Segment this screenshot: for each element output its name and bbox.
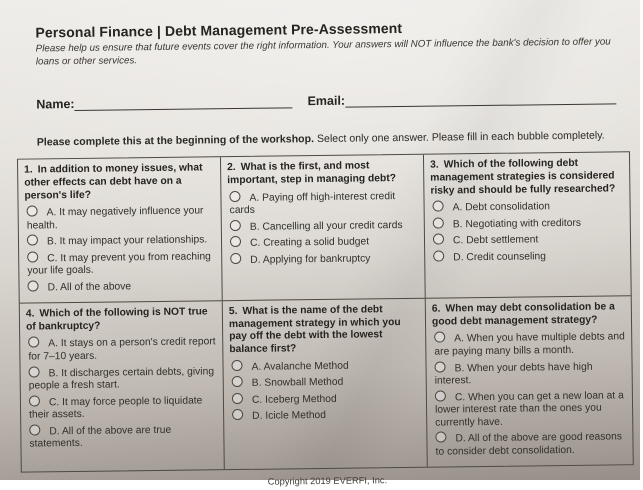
- instructions-bold: Please complete this at the beginning of the workshop.: [36, 133, 315, 149]
- answer-bubble-icon[interactable]: [433, 201, 444, 212]
- answer-bubble-icon[interactable]: [230, 220, 241, 231]
- answer-label: D. Applying for bankruptcy: [250, 253, 371, 266]
- answer-bubble-icon[interactable]: [27, 206, 38, 217]
- copyright-text: Copyright 2019 EVERFI, Inc.: [267, 475, 388, 488]
- question-text: When may debt consolidation be a good debt management strategy?: [431, 301, 615, 328]
- question-cell-2: [221, 155, 426, 301]
- question-number: 3.: [430, 160, 439, 172]
- email-label: Email:: [307, 94, 346, 109]
- question-text: What is the first, and most important, step in managing debt?: [227, 160, 397, 187]
- answer-bubble-icon[interactable]: [435, 432, 446, 443]
- instructions-line: [37, 130, 629, 149]
- answer-label: B. Cancelling all your credit cards: [249, 219, 403, 233]
- name-label: Name:: [36, 97, 75, 112]
- answer-option[interactable]: [231, 357, 419, 374]
- answer-option[interactable]: [229, 188, 417, 217]
- answer-bubble-icon[interactable]: [230, 253, 241, 264]
- answer-bubble-icon[interactable]: [27, 251, 38, 262]
- answer-label: D. All of the above: [47, 281, 132, 294]
- question-cell-6: [426, 297, 633, 468]
- answer-option[interactable]: [27, 232, 215, 249]
- answer-option[interactable]: [434, 330, 625, 359]
- answer-label: A. Paying off high-interest credit cards: [229, 190, 396, 217]
- answer-option[interactable]: [433, 248, 624, 265]
- question-number: 6.: [431, 303, 441, 316]
- answer-bubble-icon[interactable]: [433, 234, 444, 245]
- question-title: [26, 307, 216, 334]
- answer-bubble-icon[interactable]: [231, 360, 242, 371]
- question-number: 5.: [228, 306, 238, 318]
- answer-bubble-icon[interactable]: [232, 409, 243, 420]
- question-title: [432, 302, 625, 329]
- name-email-row: [36, 89, 616, 112]
- answer-option[interactable]: [230, 251, 418, 268]
- answer-label: A. Avalanche Method: [251, 360, 349, 373]
- answer-label: B. It may impact your relationships.: [46, 234, 208, 248]
- answer-option[interactable]: [29, 422, 217, 451]
- answer-label: B. When your debts have high interest.: [434, 361, 593, 387]
- answer-bubble-icon[interactable]: [434, 332, 445, 343]
- instructions-rest: Select only one answer. Please fill in each bubble completely.: [313, 129, 605, 146]
- answer-label: A. Debt consolidation: [452, 201, 550, 214]
- answer-label: B. Negotiating with creditors: [452, 217, 582, 231]
- answer-bubble-icon[interactable]: [28, 337, 39, 348]
- answer-label: D. Icicle Method: [252, 410, 327, 423]
- name-input-line[interactable]: [74, 93, 292, 112]
- answer-option[interactable]: [434, 359, 625, 388]
- email-input-line[interactable]: [345, 89, 616, 108]
- answer-option[interactable]: [230, 234, 418, 251]
- answer-bubble-icon[interactable]: [232, 393, 243, 404]
- answer-label: A. When you have multiple debts and are paying many bills a month.: [434, 331, 625, 358]
- question-cell-3: [424, 153, 631, 299]
- question-text: Which of the following is NOT true of bankruptcy?: [25, 306, 208, 333]
- question-number: 4.: [25, 308, 35, 320]
- form-subtitle: Please help us ensure that future events cover the right information. Your answers will NOT influence the bank's decision to offer you loans or other services.: [35, 36, 611, 68]
- question-title: [229, 304, 420, 357]
- answer-bubble-icon[interactable]: [433, 217, 444, 228]
- question-title: [430, 158, 623, 198]
- answer-option[interactable]: [433, 231, 624, 248]
- answer-bubble-icon[interactable]: [434, 361, 445, 372]
- answer-option[interactable]: [27, 249, 215, 278]
- question-cell-5: [223, 299, 428, 469]
- answer-bubble-icon[interactable]: [433, 250, 444, 261]
- answer-bubble-icon[interactable]: [29, 366, 40, 377]
- answer-option[interactable]: [435, 430, 626, 459]
- answer-label: D. Credit counseling: [453, 250, 547, 264]
- question-cell-1: [18, 158, 223, 304]
- answer-label: B. It discharges certain debts, giving people a fresh start.: [28, 365, 215, 392]
- answer-label: C. Iceberg Method: [251, 393, 337, 406]
- answer-bubble-icon[interactable]: [27, 280, 38, 291]
- answer-bubble-icon[interactable]: [27, 235, 38, 246]
- answer-option[interactable]: [232, 374, 420, 391]
- question-text: What is the name of the debt management strategy in which you pay off the debt with the lowest balance first?: [228, 304, 401, 356]
- answer-bubble-icon[interactable]: [230, 236, 241, 247]
- question-title: [227, 160, 417, 187]
- answer-bubble-icon[interactable]: [232, 376, 243, 387]
- answer-option[interactable]: [433, 215, 624, 232]
- question-text: In addition to money issues, what other effects can debt have on a person's life?: [24, 162, 203, 202]
- question-cell-4: [20, 302, 225, 472]
- answer-option[interactable]: [27, 203, 215, 232]
- answer-bubble-icon[interactable]: [229, 191, 240, 202]
- answer-option[interactable]: [29, 364, 217, 393]
- answer-option[interactable]: [29, 393, 217, 422]
- answer-label: B. Snowball Method: [251, 376, 344, 389]
- answer-option[interactable]: [232, 407, 420, 424]
- answer-label: C. It may prevent you from reaching your life goals.: [27, 251, 211, 277]
- answer-label: D. All of the above are true statements.: [29, 424, 172, 450]
- answer-label: A. It may negatively influence your health.: [26, 205, 204, 232]
- answer-label: C. Creating a solid budget: [249, 236, 370, 250]
- question-number: 1.: [24, 164, 33, 177]
- answer-label: A. It stays on a person's credit report for 7–10 years.: [28, 336, 216, 363]
- answer-label: C. Debt settlement: [452, 234, 539, 247]
- answer-option[interactable]: [27, 278, 215, 295]
- answer-label: D. All of the above are good reasons to consider debt consolidation.: [435, 431, 623, 458]
- answer-bubble-icon[interactable]: [29, 424, 40, 435]
- answer-option[interactable]: [232, 390, 420, 407]
- answer-option[interactable]: [435, 388, 626, 430]
- answer-label: C. When you can get a new loan at a lower interest rate than the ones you currently have.: [435, 389, 624, 429]
- answer-label: C. It may force people to liquidate their assets.: [29, 395, 203, 421]
- question-text: Which of the following debt management strategies is considered risky and should be fully researched?: [430, 158, 616, 197]
- answer-bubble-icon[interactable]: [29, 395, 40, 406]
- form-title: Personal Finance | Debt Management Pre-Assessment: [35, 19, 403, 41]
- answer-bubble-icon[interactable]: [435, 390, 446, 401]
- answer-option[interactable]: [230, 217, 418, 234]
- answer-option[interactable]: [28, 335, 216, 364]
- answer-option[interactable]: [433, 198, 624, 215]
- question-number: 2.: [227, 162, 236, 174]
- question-title: [24, 163, 214, 203]
- question-grid: [17, 152, 634, 473]
